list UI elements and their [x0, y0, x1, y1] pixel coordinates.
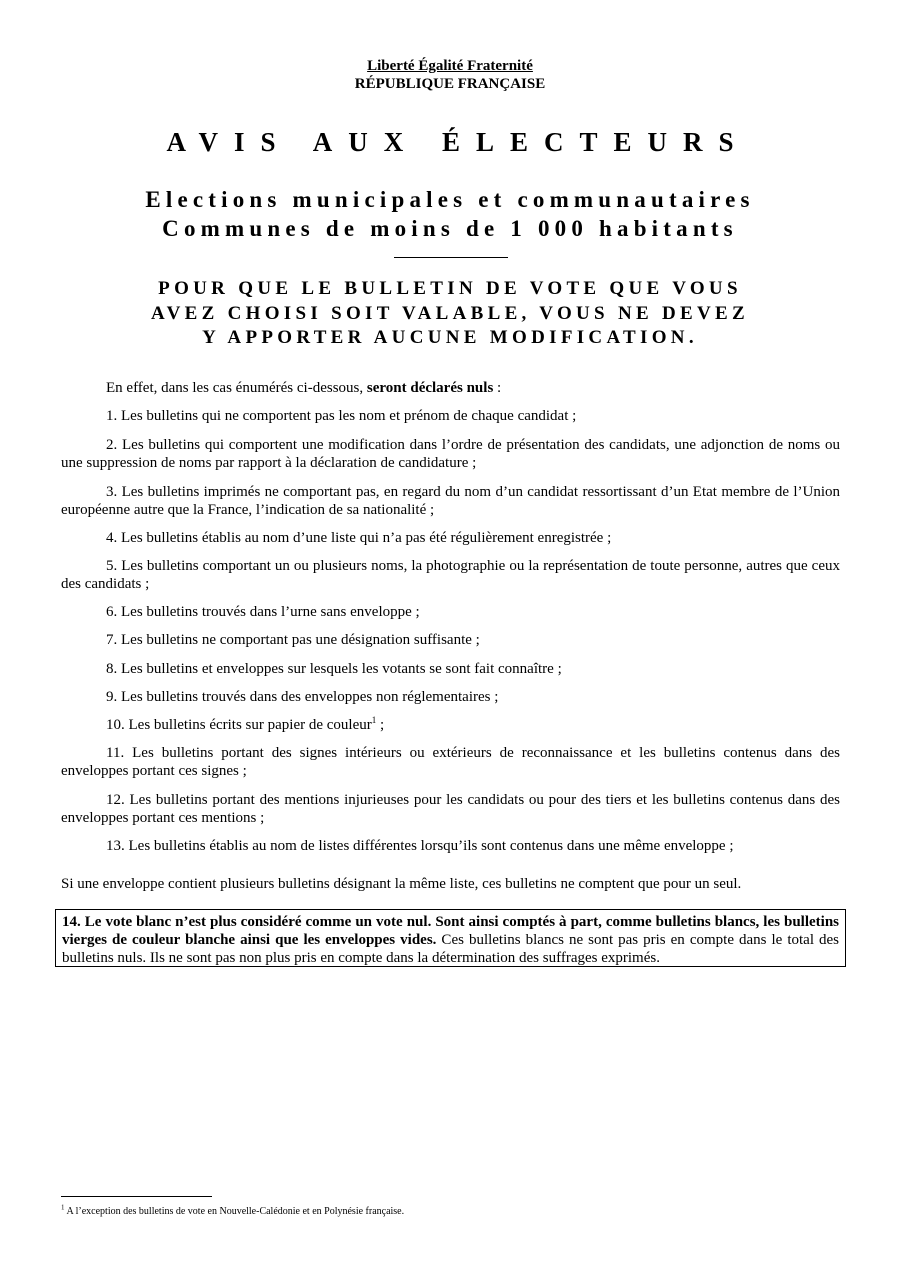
footnote-text: A l’exception des bulletins de vote en Nouvelle-Calédonie et en Polynésie française.	[64, 1206, 405, 1217]
list-item: 9. Les bulletins trouvés dans des enveloppes non réglementaires ;	[106, 689, 499, 705]
blank-vote-bold: 14. Le vote blanc n’est plus considéré comme un vote nul. Sont ainsi comptés à part, comme bulletins blancs, les bulletins vierges de couleur blanche ainsi que les enveloppes vides.	[62, 914, 839, 948]
list-item: 11. Les bulletins portant des signes intérieurs ou extérieurs de reconnaissance et les bulletins contenus dans des enveloppes portant ces signes ;	[61, 745, 840, 779]
list-item: 1. Les bulletins qui ne comportent pas les nom et prénom de chaque candidat ;	[106, 408, 577, 424]
republic-motto: Liberté Égalité Fraternité	[367, 58, 533, 74]
list-item: 2. Les bulletins qui comportent une modification dans l’ordre de présentation des candidats, une adjonction de noms ou une suppression de noms par rapport à la déclaration de candidature ;	[61, 437, 840, 471]
list-item: 13. Les bulletins établis au nom de listes différentes lorsqu’ils sont contenus dans une même enveloppe ;	[106, 838, 734, 854]
subtitle-line-1: Elections municipales et communautaires	[145, 187, 755, 212]
footnote-divider	[61, 1196, 212, 1197]
footnote-reference: 1	[371, 715, 377, 725]
multiple-ballots-note: Si une enveloppe contient plusieurs bulletins désignant la même liste, ces bulletins ne comptent que pour un seul.	[61, 876, 742, 892]
intro-text: En effet, dans les cas énumérés ci-dessous,	[106, 380, 367, 396]
warning-line-3: Y APPORTER AUCUNE MODIFICATION.	[202, 327, 698, 348]
list-item: 5. Les bulletins comportant un ou plusieurs noms, la photographie ou la représentation de toute personne, autres que ceux des candidats ;	[61, 558, 840, 592]
item-10-text: 10. Les bulletins écrits sur papier de couleur	[106, 717, 372, 733]
blank-vote-text: Ces bulletins blancs ne sont pas pris en compte dans le total des bulletins nuls. Ils ne sont pas non plus pris en compte dans la détermination des suffrages exprimés.	[62, 932, 839, 966]
list-item: 8. Les bulletins et enveloppes sur lesquels les votants se sont fait connaître ;	[106, 661, 562, 677]
subtitle-line-2: Communes de moins de 1 000 habitants	[162, 216, 738, 241]
list-item: 12. Les bulletins portant des mentions injurieuses pour les candidats ou pour des tiers et les bulletins contenus dans des enveloppes portant ces mentions ;	[61, 792, 840, 826]
blank-vote-box	[55, 909, 846, 967]
title-divider	[394, 257, 508, 258]
list-item: 6. Les bulletins trouvés dans l’urne sans enveloppe ;	[106, 604, 420, 620]
page-title: AVIS AUX ÉLECTEURS	[166, 127, 750, 157]
warning-heading	[0, 277, 900, 351]
intro-paragraph	[61, 379, 840, 397]
list-item: 3. Les bulletins imprimés ne comportant pas, en regard du nom d’un candidat ressortissant d’un Etat membre de l’Union européenne autre que la France, l’indication de sa nationalité ;	[61, 484, 840, 518]
header-motto-block	[0, 57, 900, 93]
list-item	[61, 716, 840, 734]
list-item: 7. Les bulletins ne comportant pas une désignation suffisante ;	[106, 632, 480, 648]
intro-end: :	[493, 380, 502, 396]
warning-line-2: AVEZ CHOISI SOIT VALABLE, VOUS NE DEVEZ	[151, 302, 749, 324]
republic-name: RÉPUBLIQUE FRANÇAISE	[354, 76, 546, 92]
election-subtitle	[0, 185, 900, 243]
footnote-marker: 1	[61, 1203, 65, 1212]
warning-line-1: POUR QUE LE BULLETIN DE VOTE QUE VOUS	[158, 278, 742, 299]
footnote	[61, 1203, 761, 1218]
item-10-end: ;	[376, 717, 385, 733]
list-item: 4. Les bulletins établis au nom d’une liste qui n’a pas été régulièrement enregistrée ;	[106, 530, 612, 546]
intro-bold: seront déclarés nuls	[366, 380, 494, 396]
